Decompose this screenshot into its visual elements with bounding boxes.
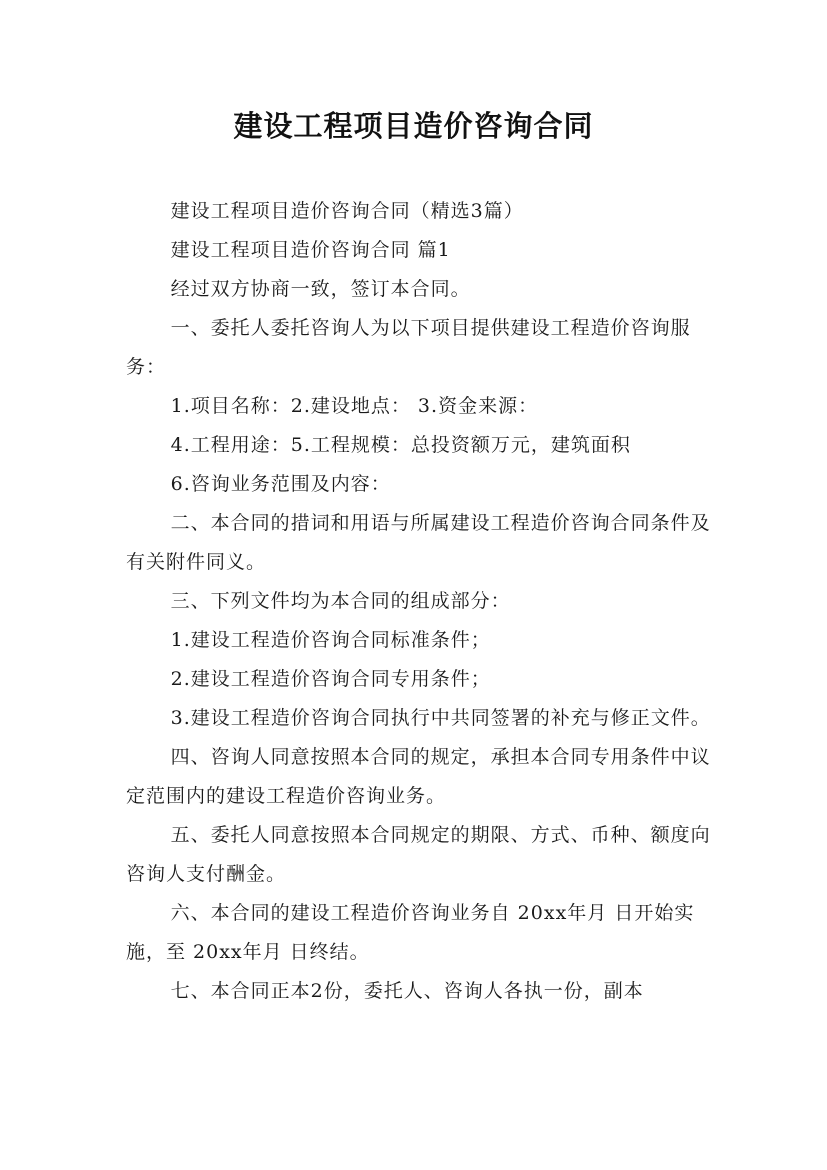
- paragraph: 1.建设工程造价咨询合同标准条件；: [170, 629, 491, 651]
- paragraph: 2.建设工程造价咨询合同专用条件；: [170, 668, 491, 690]
- paragraph: 三、下列文件均为本合同的组成部分：: [170, 590, 511, 612]
- paragraph: 经过双方协商一致，签订本合同。: [170, 278, 471, 300]
- paragraph: 4.工程用途：5.工程规模：总投资额万元，建筑面积: [170, 434, 631, 456]
- paragraph: 二、本合同的措词和用语与所属建设工程造价咨询合同条件及有关附件同义。: [126, 512, 711, 573]
- paragraph: 1.项目名称：2.建设地点： 3.资金来源：: [170, 395, 539, 417]
- paragraph: 四、咨询人同意按照本合同的规定，承担本合同专用条件中议定范围内的建设工程造价咨询业务。: [126, 746, 711, 807]
- paragraph: 五、委托人同意按照本合同规定的期限、方式、币种、额度向咨询人支付酬金。: [126, 824, 711, 885]
- paragraph: 6.咨询业务范围及内容：: [170, 473, 391, 495]
- document-title: 建设工程项目造价咨询合同: [233, 109, 594, 143]
- paragraph: 一、委托人委托咨询人为以下项目提供建设工程造价咨询服务：: [126, 317, 691, 378]
- document-body: [126, 192, 712, 1011]
- paragraph: 3.建设工程造价咨询合同执行中共同签署的补充与修正文件。: [170, 707, 711, 729]
- paragraph: 七、本合同正本2份，委托人、咨询人各执一份，副本: [170, 980, 644, 1002]
- paragraph-subtitle: 建设工程项目造价咨询合同（精选3篇）: [170, 200, 524, 222]
- paragraph-section-heading: 建设工程项目造价咨询合同 篇1: [170, 239, 451, 261]
- paragraph: 六、本合同的建设工程造价咨询业务自 20xx年月 日开始实施，至 20xx年月 日终结。: [126, 902, 695, 963]
